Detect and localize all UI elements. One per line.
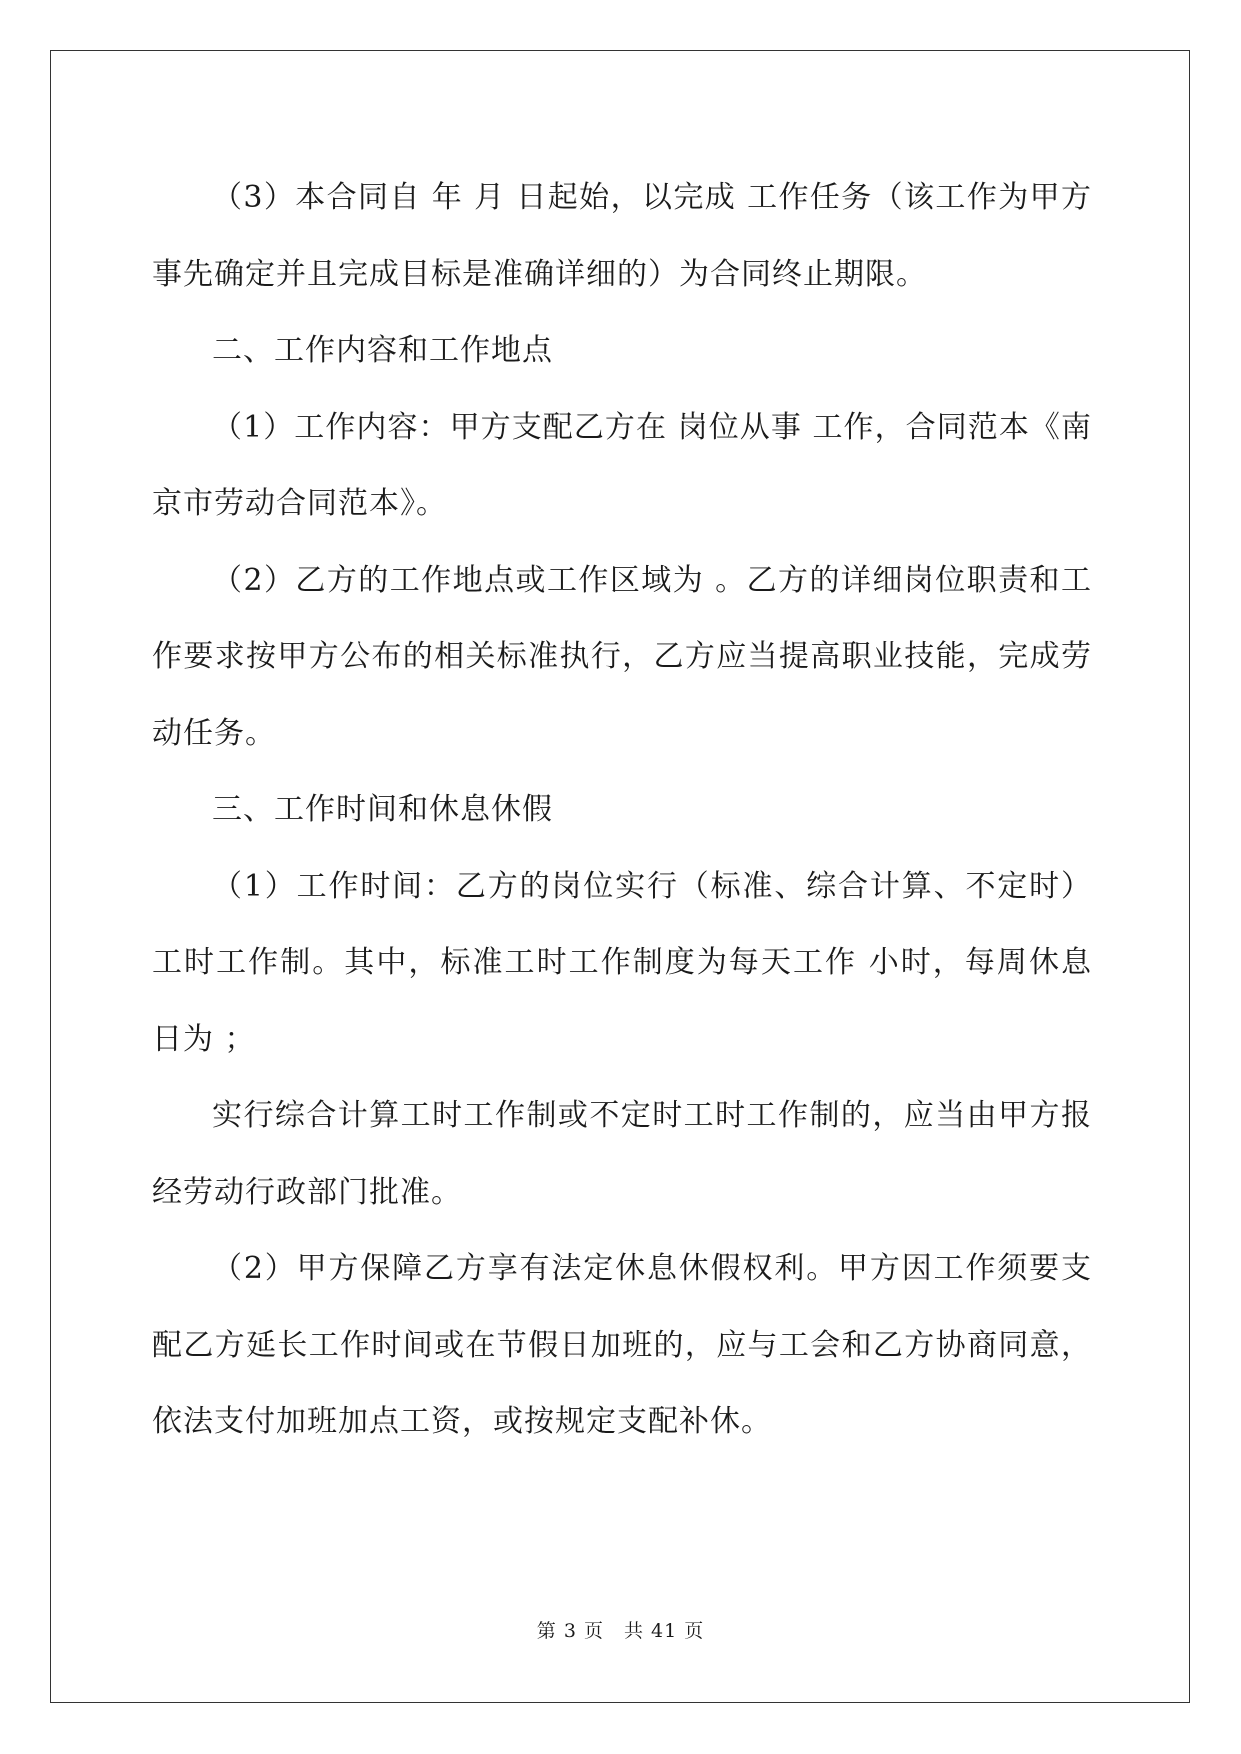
clause-3-term: （3）本合同自 年 月 日起始，以完成 工作任务（该工作为甲方事先确定并且完成目标是准确详细的）为合同终止期限。	[152, 180, 1092, 292]
clause-2-rest-leave: （2）甲方保障乙方享有法定休息休假权利。甲方因工作须要支配乙方延长工作时间或在节假日加班的，应与工会和乙方协商同意，依法支付加班加点工资，或按规定支配补休。	[152, 1251, 1092, 1439]
page-number-footer: 第 3 页 共 41 页	[536, 1620, 705, 1642]
document-body	[152, 160, 1092, 1461]
clause-1-work-content: （1）工作内容：甲方支配乙方在 岗位从事 工作，合同范本《南京市劳动合同范本》。	[152, 409, 1092, 521]
paragraph-approval: 实行综合计算工时工作制或不定时工时工作制的，应当由甲方报经劳动行政部门批准。	[152, 1098, 1092, 1210]
clause-2-work-location: （2）乙方的工作地点或工作区域为 。乙方的详细岗位职责和工作要求按甲方公布的相关标准执行，乙方应当提高职业技能，完成劳动任务。	[152, 562, 1092, 751]
section-heading-work-content: 二、工作内容和工作地点	[212, 333, 553, 368]
clause-1-work-hours: （1）工作时间：乙方的岗位实行（标准、综合计算、不定时）工时工作制。其中，标准工时工作制度为每天工作 小时，每周休息日为 ；	[152, 868, 1092, 1057]
section-heading-work-hours: 三、工作时间和休息休假	[212, 792, 553, 827]
